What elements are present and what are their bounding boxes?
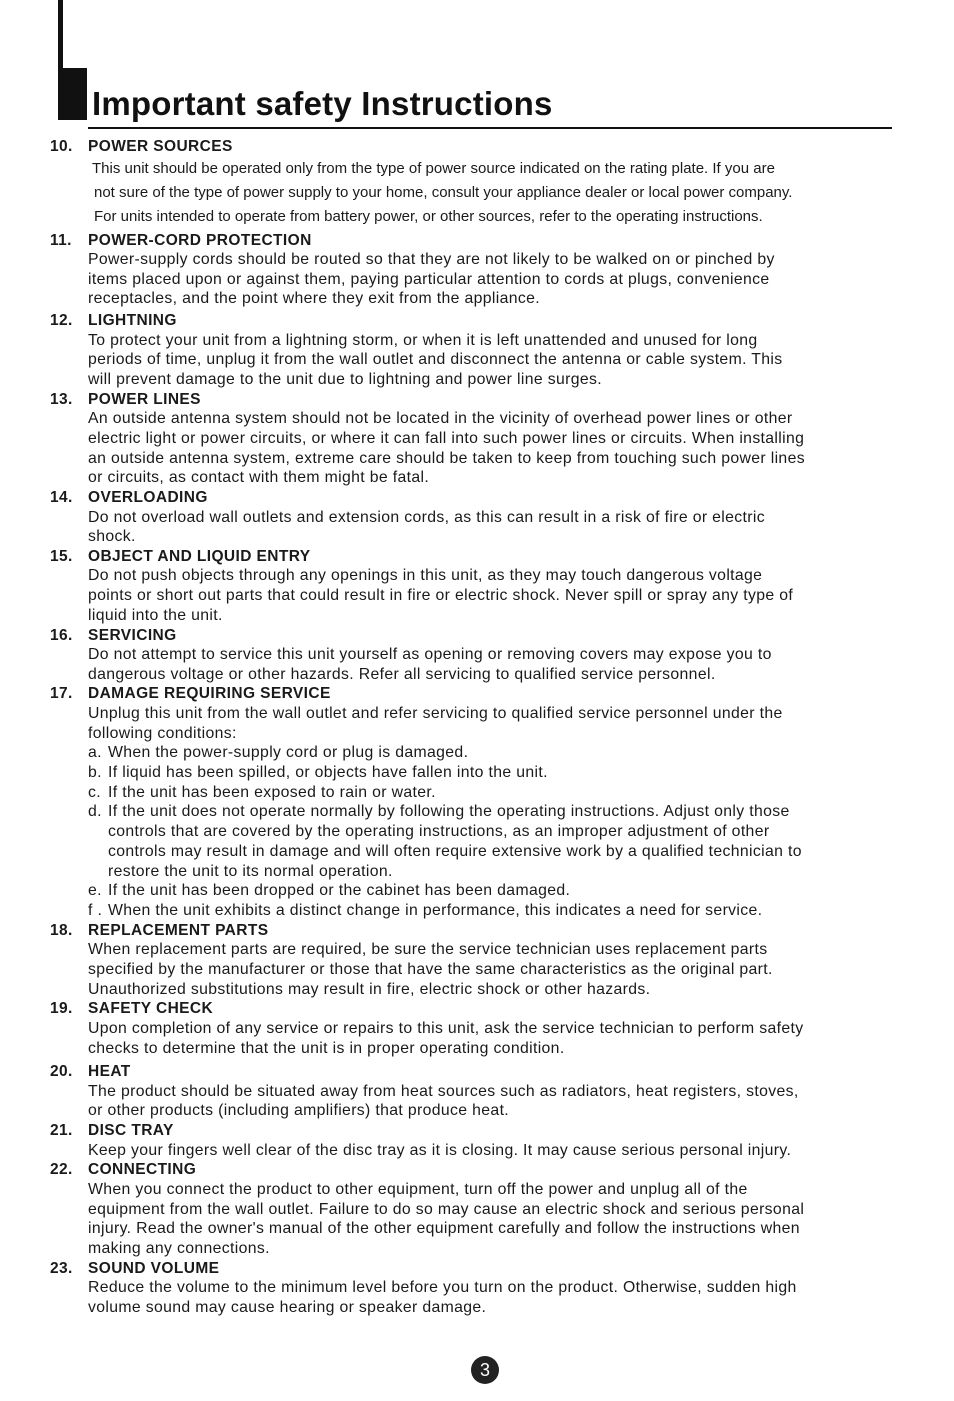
section-title: SERVICING — [88, 626, 177, 644]
section-text-line: or circuits, as contact with them might be fatal. — [88, 469, 430, 487]
section-text-line: An outside antenna system should not be located in the vicinity of overhead power lines or other — [88, 410, 793, 428]
section-number: 22. — [50, 1161, 73, 1179]
safety-section — [50, 231, 930, 310]
section-title: OVERLOADING — [88, 489, 208, 507]
section-number: 17. — [50, 685, 73, 703]
page-number: 3 — [471, 1356, 499, 1384]
section-number: 16. — [50, 626, 73, 644]
safety-section — [50, 390, 930, 488]
condition-list-item — [50, 743, 930, 763]
section-text-line: Unauthorized substitutions may result in fire, electric shock or other hazards. — [88, 980, 651, 998]
section-text-line: shock. — [88, 528, 136, 546]
list-item-text: controls may result in damage and will often require extensive work by a qualified technician to — [108, 842, 802, 860]
condition-list-item — [50, 783, 930, 803]
safety-section — [50, 999, 930, 1058]
section-title: POWER LINES — [88, 390, 201, 408]
section-number: 19. — [50, 1000, 73, 1018]
safety-section — [50, 547, 930, 626]
section-text-line: This unit should be operated only from the type of power source indicated on the rating plate. If you are — [92, 159, 775, 177]
section-title: SAFETY CHECK — [88, 1000, 214, 1018]
safety-section — [50, 311, 930, 390]
section-text-line: following conditions: — [88, 724, 237, 742]
list-item-label: f . — [88, 901, 103, 919]
section-text-line: receptacles, and the point where they exit from the appliance. — [88, 290, 540, 308]
section-heading — [50, 626, 930, 646]
section-text-line: When replacement parts are required, be sure the service technician uses replacement parts — [88, 941, 768, 959]
section-title: POWER-CORD PROTECTION — [88, 231, 312, 249]
section-number: 20. — [50, 1063, 73, 1081]
section-number: 10. — [50, 138, 73, 155]
section-heading — [50, 390, 930, 410]
list-item-label: b. — [88, 764, 102, 782]
list-item-text: If the unit has been dropped or the cabinet has been damaged. — [108, 882, 571, 900]
section-number: 23. — [50, 1259, 73, 1277]
list-item-text: When the unit exhibits a distinct change in performance, this indicates a need for service. — [108, 901, 763, 919]
section-heading — [50, 137, 930, 157]
section-number: 21. — [50, 1122, 73, 1140]
instructions-list — [50, 137, 930, 1318]
section-number: 15. — [50, 547, 73, 565]
safety-section — [50, 488, 930, 547]
section-text-line: To protect your unit from a lightning storm, or when it is left unattended and unused for long — [88, 331, 758, 349]
section-title: SOUND VOLUME — [88, 1259, 220, 1277]
section-title: DAMAGE REQUIRING SERVICE — [88, 685, 331, 703]
list-item-text: When the power-supply cord or plug is damaged. — [108, 744, 469, 762]
section-text-line: items placed upon or against them, paying particular attention to cords at plugs, convenience — [88, 270, 770, 288]
section-text-line: Power-supply cords should be routed so that they are not likely to be walked on or pinched by — [88, 251, 775, 268]
section-title: LIGHTNING — [88, 312, 177, 330]
condition-list-item — [50, 901, 930, 921]
section-heading — [50, 1121, 930, 1141]
condition-list-item — [50, 881, 930, 901]
list-item-label: d. — [88, 803, 102, 821]
header-black-block — [63, 68, 87, 120]
condition-list-item — [50, 763, 930, 783]
condition-list-item — [50, 802, 930, 822]
section-text-line: Do not attempt to service this unit yourself as opening or removing covers may expose you to — [88, 646, 772, 664]
section-title: REPLACEMENT PARTS — [88, 921, 269, 939]
safety-section — [50, 1062, 930, 1121]
section-text-line: Unplug this unit from the wall outlet and refer servicing to qualified service personnel under the — [88, 704, 783, 722]
section-heading — [50, 1259, 930, 1279]
section-heading — [50, 488, 930, 508]
list-item-text: If the unit does not operate normally by following the operating instructions. Adjust only those — [108, 803, 790, 821]
section-text-line: For units intended to operate from battery power, or other sources, refer to the operating instructions. — [94, 207, 763, 225]
section-number: 12. — [50, 312, 73, 330]
section-heading — [50, 1062, 930, 1082]
section-heading — [50, 1160, 930, 1180]
section-number: 14. — [50, 489, 73, 507]
section-text-line: an outside antenna system, extreme care should be taken to keep from touching such power lines — [88, 449, 805, 467]
section-text-line: equipment from the wall outlet. Failure to do so may cause an electric shock and serious personal — [88, 1200, 805, 1218]
list-item-text: controls that are covered by the operating instructions, as an improper adjustment of other — [108, 823, 770, 841]
safety-section — [50, 1160, 930, 1258]
title-underline — [88, 127, 892, 129]
section-heading — [50, 547, 930, 567]
section-text-line: checks to determine that the unit is in proper operating condition. — [88, 1039, 565, 1057]
section-text-line: not sure of the type of power supply to your home, consult your appliance dealer or local power company. — [94, 183, 793, 201]
section-text-line: or other products (including amplifiers) that produce heat. — [88, 1102, 510, 1120]
section-heading — [50, 231, 930, 251]
safety-section — [50, 137, 930, 229]
list-item-label: a. — [88, 744, 102, 762]
section-title: POWER SOURCES — [88, 138, 233, 155]
list-item-label: c. — [88, 783, 101, 801]
section-heading — [50, 311, 930, 331]
safety-section — [50, 684, 930, 920]
safety-section — [50, 921, 930, 1000]
section-text-line: injury. Read the owner's manual of the other equipment carefully and follow the instructions when — [88, 1220, 800, 1238]
condition-list-item — [50, 862, 930, 882]
page-title: Important safety Instructions — [92, 85, 553, 122]
section-text-line: The product should be situated away from heat sources such as radiators, heat registers, stoves, — [88, 1082, 799, 1100]
section-text-line: dangerous voltage or other hazards. Refer all servicing to qualified service personnel. — [88, 665, 716, 683]
section-title: DISC TRAY — [88, 1122, 174, 1140]
safety-section — [50, 1259, 930, 1318]
section-text-line: liquid into the unit. — [88, 606, 223, 624]
section-text-line: Do not push objects through any openings in this unit, as they may touch dangerous voltage — [88, 567, 763, 585]
section-number: 11. — [50, 231, 72, 249]
section-text-line: electric light or power circuits, or where it can fall into such power lines or circuits. When installing — [88, 429, 805, 447]
section-title: HEAT — [88, 1063, 131, 1081]
list-item-text: If the unit has been exposed to rain or water. — [108, 783, 436, 801]
section-number: 18. — [50, 921, 73, 939]
section-text-line: periods of time, unplug it from the wall outlet and disconnect the antenna or cable system. This — [88, 351, 783, 369]
section-text-line: specified by the manufacturer or those that have the same characteristics as the original part. — [88, 960, 773, 978]
section-title: OBJECT AND LIQUID ENTRY — [88, 547, 311, 565]
condition-list-item — [50, 842, 930, 862]
section-title: CONNECTING — [88, 1161, 197, 1179]
list-item-label: e. — [88, 882, 102, 900]
section-text-line: will prevent damage to the unit due to lightning and power line surges. — [88, 371, 602, 389]
section-heading — [50, 684, 930, 704]
section-text-line: volume sound may cause hearing or speaker damage. — [88, 1298, 487, 1316]
section-text-line: Do not overload wall outlets and extension cords, as this can result in a risk of fire or electric — [88, 508, 766, 526]
section-number: 13. — [50, 390, 73, 408]
section-text-line: making any connections. — [88, 1239, 270, 1257]
safety-section — [50, 626, 930, 685]
section-text-line: When you connect the product to other equipment, turn off the power and unplug all of the — [88, 1180, 748, 1198]
section-heading — [50, 999, 930, 1019]
condition-list-item — [50, 822, 930, 842]
section-text-line: points or short out parts that could result in fire or electric shock. Never spill or spray any type of — [88, 587, 794, 605]
list-item-text: restore the unit to its normal operation. — [108, 862, 393, 880]
section-text-line: Reduce the volume to the minimum level before you turn on the product. Otherwise, sudden high — [88, 1279, 797, 1297]
section-heading — [50, 921, 930, 941]
list-item-text: If liquid has been spilled, or objects have fallen into the unit. — [108, 764, 548, 782]
section-text-line: Keep your fingers well clear of the disc tray as it is closing. It may cause serious personal injury. — [88, 1141, 792, 1159]
section-text-line: Upon completion of any service or repairs to this unit, ask the service technician to perform safety — [88, 1019, 804, 1037]
safety-section — [50, 1121, 930, 1160]
